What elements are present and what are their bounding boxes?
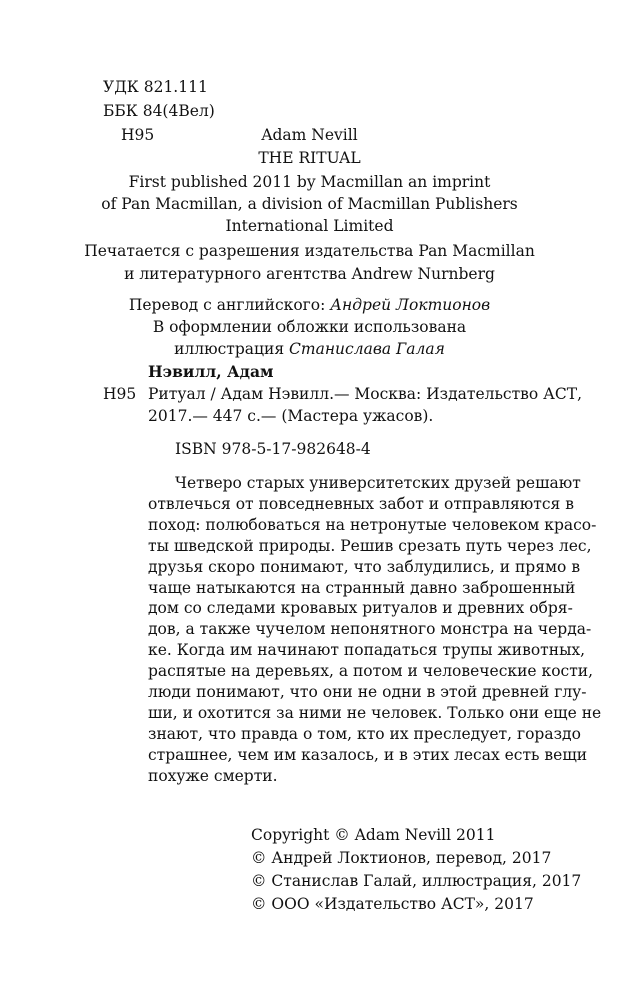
annotation-line: Четверо старых университетских друзей решают [175, 474, 581, 492]
permission-line-1: Печатается с разрешения издательства Pan Macmillan [84, 242, 535, 260]
copyright-line-1: Copyright © Adam Nevill 2011 [251, 826, 496, 844]
udk-code: УДК 821.111 [103, 78, 208, 96]
catalog-description-line-1: Ритуал / Адам Нэвилл.— Москва: Издательство АСТ, [148, 385, 583, 403]
annotation-line: знают, что правда о том, кто их преследует, гораздо [148, 724, 581, 743]
copyright-line-4: © ООО «Издательство АСТ», 2017 [251, 895, 534, 913]
annotation-line: дов, а также чучелом непонятного монстра на черда- [148, 620, 592, 639]
cover-prefix: иллюстрация [174, 340, 290, 358]
annotation-line: дом со следами кровавых ритуалов и древних обря- [148, 599, 573, 618]
cover-credit-line-2 [0, 339, 619, 359]
catalog-author-heading: Нэвилл, Адам [148, 362, 274, 381]
first-published-line-2: of Pan Macmillan, a division of Macmillan Publishers [101, 195, 518, 213]
permission-line-2: и литературного агентства Andrew Nurnberg [124, 265, 495, 283]
original-title: THE RITUAL [258, 149, 361, 167]
illustrator-name: Станислава Галая [289, 340, 445, 358]
annotation-line: ши, и охотится за ними не человек. Только они еще не [148, 703, 602, 722]
translator-name: Андрей Локтионов [330, 296, 491, 314]
annotation-line: друзья скоро понимают, что заблудились, и прямо в [148, 557, 581, 576]
catalog-author-mark: Н95 [103, 385, 137, 403]
annotation-line: чаще натыкаются на странный давно заброшенный [148, 578, 576, 597]
first-published-line-1: First published 2011 by Macmillan an imprint [128, 173, 491, 191]
cover-credit-line-1: В оформлении обложки использована [152, 318, 467, 336]
bbk-code: ББК 84(4Вел) [103, 102, 215, 120]
author-mark-top: Н95 [121, 126, 155, 144]
copyright-line-2: © Андрей Локтионов, перевод, 2017 [251, 849, 552, 867]
catalog-description-line-2: 2017.— 447 с.— (Мастера ужасов). [148, 407, 434, 425]
first-published-line-3: International Limited [225, 217, 394, 235]
translation-prefix: Перевод с английского: [128, 296, 331, 314]
annotation-line: отвлечься от повседневных забот и отправляются в [148, 494, 574, 513]
annotation-paragraph [148, 473, 602, 787]
annotation-line: страшнее, чем им казалось, и в этих лесах есть вещи [148, 745, 588, 764]
annotation-line: люди понимают, что они не одни в этой древней глу- [148, 683, 587, 702]
annotation-line: распятые на деревьях, а потом и человеческие кости, [148, 662, 594, 681]
isbn: ISBN 978-5-17-982648-4 [175, 440, 371, 458]
original-author: Adam Nevill [261, 126, 358, 144]
annotation-line: ты шведской природы. Решив срезать путь через лес, [148, 536, 592, 555]
annotation-line: ке. Когда им начинают попадаться трупы животных, [148, 641, 586, 660]
copyright-line-3: © Станислав Галай, иллюстрация, 2017 [251, 872, 582, 890]
annotation-line: поход: полюбоваться на нетронутые человеком красо- [148, 515, 597, 534]
annotation-line: похуже смерти. [148, 766, 278, 785]
translation-credit [0, 295, 619, 315]
